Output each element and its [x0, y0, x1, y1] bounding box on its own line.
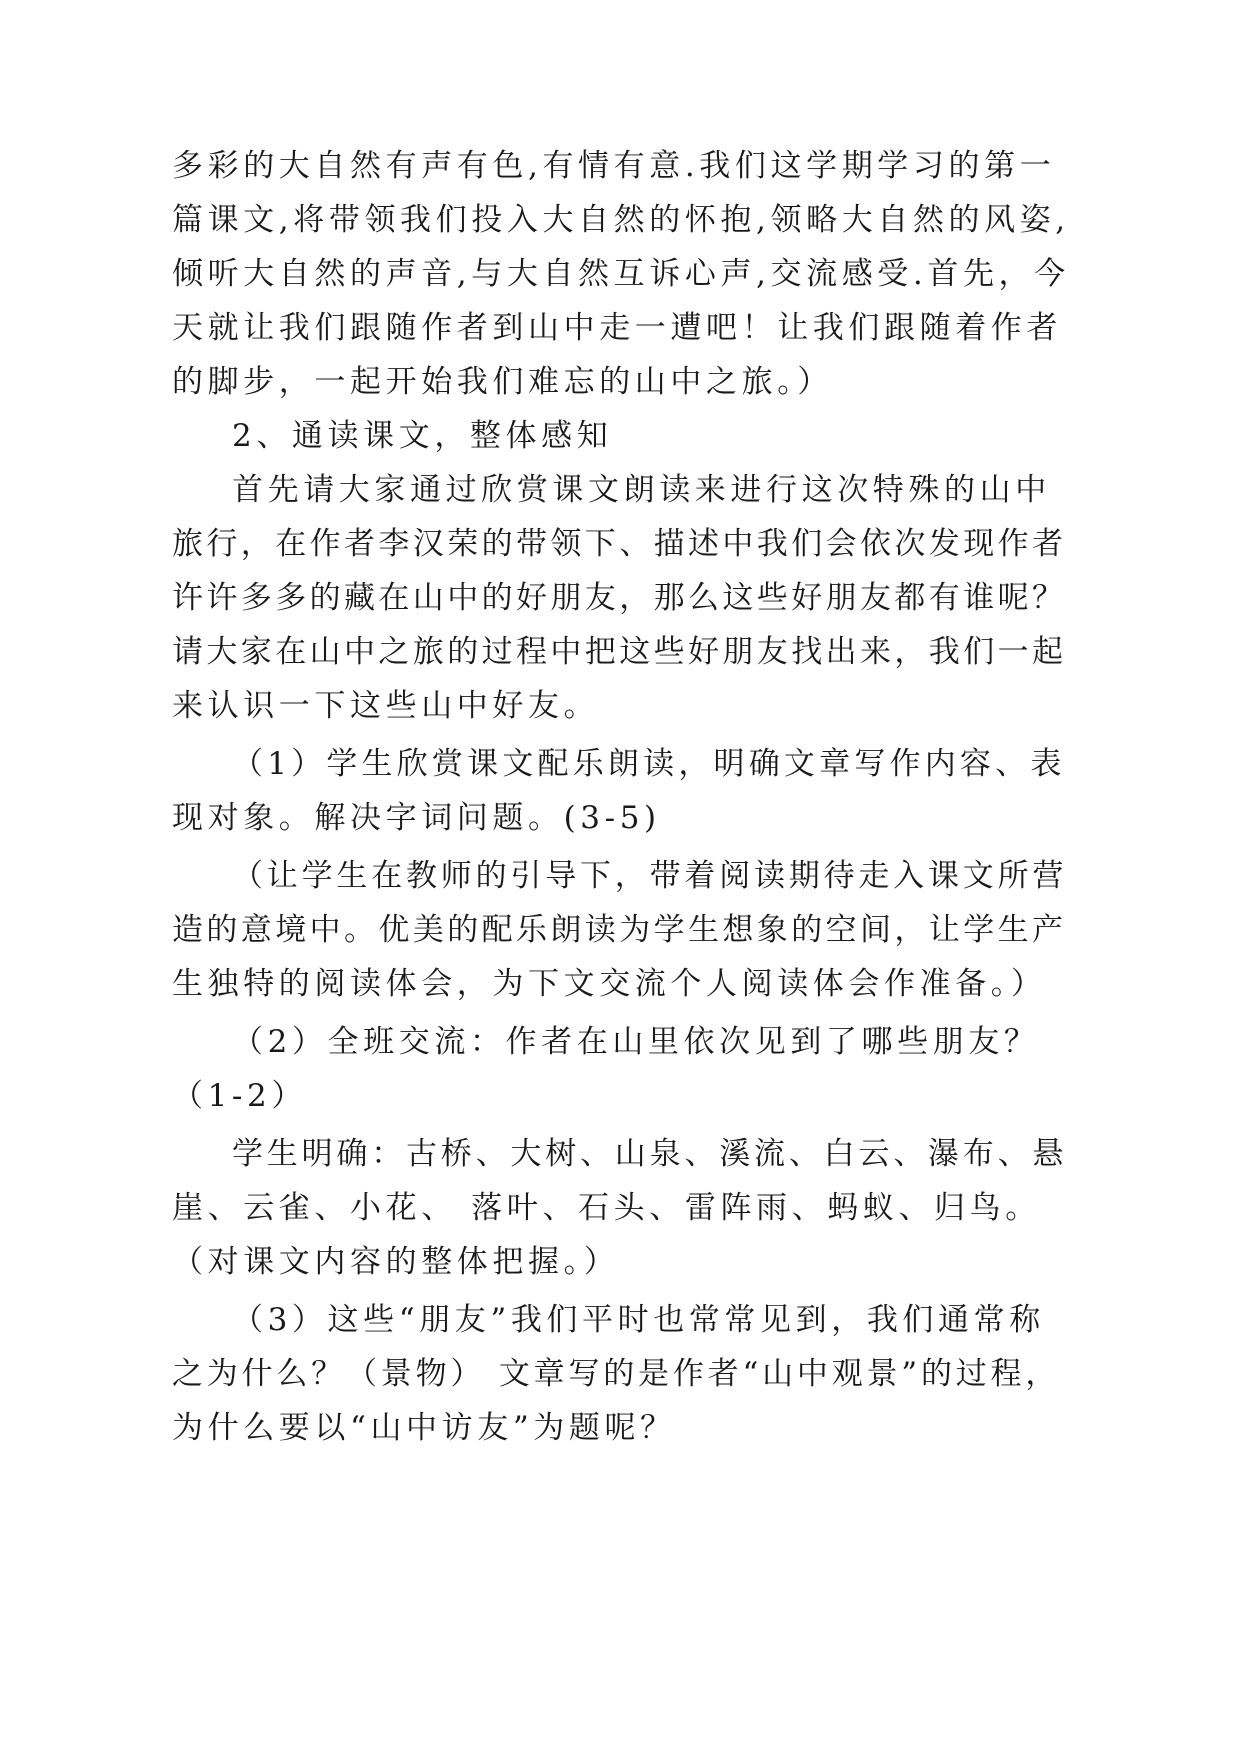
text-line: （3）这些“朋友”我们平时也常常见到，我们通常称	[232, 1302, 1045, 1338]
text-line: 来认识一下这些山中好友。	[172, 688, 600, 724]
text-line: （2）全班交流：作者在山里依次见到了哪些朋友？	[232, 1024, 1040, 1060]
text-line: 现对象。解决字词问题。(3-5)	[172, 800, 661, 836]
text-line: （1-2）	[172, 1078, 307, 1114]
text-line: 造的意境中。优美的配乐朗读为学生想象的空间，让学生产	[172, 912, 1067, 948]
text-line: 天就让我们跟随作者到山中走一遭吧！让我们跟随着作者	[172, 310, 1062, 346]
text-line: 倾听大自然的声音,与大自然互诉心声,交流感受.首先，今	[172, 256, 1070, 292]
text-line: 为什么要以“山中访友”为题呢？	[172, 1410, 676, 1446]
text-line: 崖、云雀、小花、 落叶、石头、雷阵雨、蚂蚁、归鸟。	[172, 1190, 1041, 1226]
text-line: 之为什么？（景物） 文章写的是作者“山中观景”的过程，	[172, 1356, 1061, 1392]
section-heading: 2、通读课文，整体感知	[232, 418, 613, 454]
text-line: （让学生在教师的引导下，带着阅读期待走入课文所营	[232, 858, 1068, 894]
text-line: 的脚步，一起开始我们难忘的山中之旅。）	[172, 364, 833, 400]
text-line: 多彩的大自然有声有色,有情有意.我们这学期学习的第一	[172, 148, 1056, 184]
text-line: 旅行，在作者李汉荣的带领下、描述中我们会依次发现作者	[172, 526, 1067, 562]
text-line: 首先请大家通过欣赏课文朗读来进行这次特殊的山中	[232, 472, 1051, 508]
text-line: 学生明确：古桥、大树、山泉、溪流、白云、瀑布、悬	[232, 1136, 1068, 1172]
text-line: 篇课文,将带领我们投入大自然的怀抱,领略大自然的风姿,	[172, 202, 1070, 238]
text-line: （对课文内容的整体把握。）	[172, 1244, 620, 1280]
text-line: 生独特的阅读体会，为下文交流个人阅读体会作准备。）	[172, 966, 1047, 1002]
text-line: 许许多多的藏在山中的好朋友，那么这些好朋友都有谁呢？	[172, 580, 1067, 616]
text-line: 请大家在山中之旅的过程中把这些好朋友找出来，我们一起	[172, 634, 1067, 670]
text-line: （1）学生欣赏课文配乐朗读，明确文章写作内容、表	[232, 746, 1066, 782]
